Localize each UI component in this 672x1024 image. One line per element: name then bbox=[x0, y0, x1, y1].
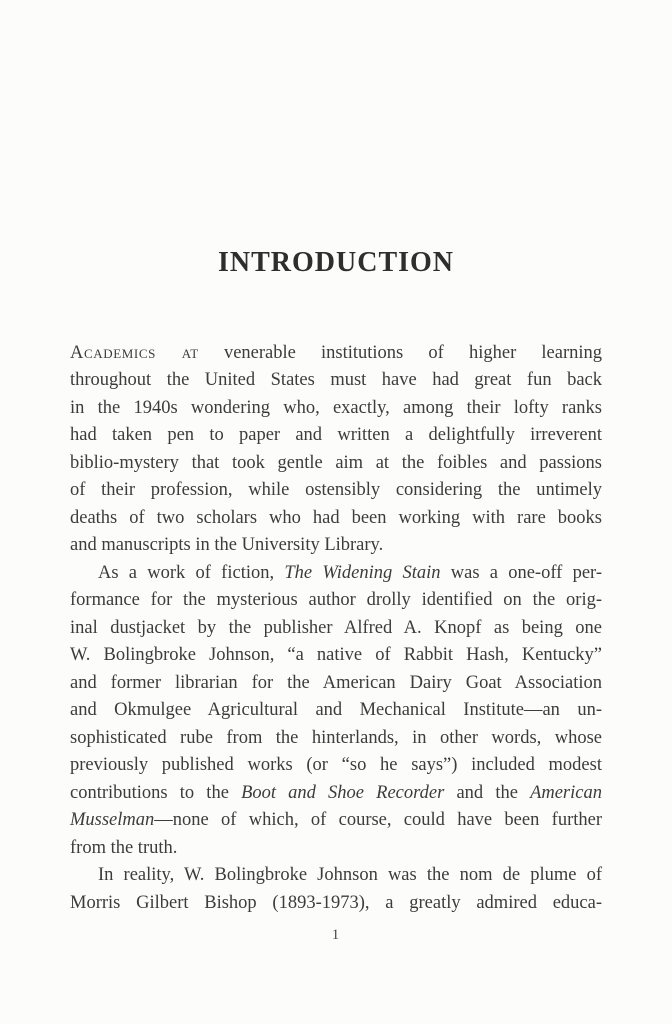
body-line bbox=[70, 725, 602, 753]
text-segment: and former librarian for the American Dairy Goat Association bbox=[70, 672, 602, 693]
body-line bbox=[70, 697, 602, 725]
text-segment: sophisticated rube from the hinterlands, in other words, whose bbox=[70, 727, 602, 748]
body-line bbox=[70, 477, 602, 505]
body-line bbox=[70, 615, 602, 643]
body-line bbox=[70, 890, 602, 918]
body-line bbox=[70, 560, 602, 588]
text-segment: and manuscripts in the University Library. bbox=[70, 535, 384, 556]
text-segment: of their profession, while ostensibly considering the untimely bbox=[70, 480, 602, 501]
text-segment: Morris Gilbert Bishop (1893-1973), a greatly admired educa- bbox=[70, 892, 602, 913]
text-segment: As a work of fiction, bbox=[98, 562, 285, 583]
page-number: 1 bbox=[331, 927, 341, 943]
page-footer bbox=[0, 926, 672, 944]
body-line bbox=[70, 752, 602, 780]
text-segment: deaths of two scholars who had been working with rare books bbox=[70, 507, 602, 528]
body-line bbox=[70, 642, 602, 670]
text-segment: biblio-mystery that took gentle aim at the foibles and passions bbox=[70, 452, 602, 473]
text-segment: American bbox=[530, 782, 602, 803]
body-line bbox=[70, 835, 602, 863]
body-line bbox=[70, 532, 602, 560]
text-segment: W. Bolingbroke Johnson, “a native of Rabbit Hash, Kentucky” bbox=[70, 645, 602, 666]
text-segment: from the truth. bbox=[70, 837, 178, 858]
text-segment: Musselman bbox=[70, 810, 155, 831]
text-segment: and the bbox=[444, 782, 531, 803]
text-segment: in the 1940s wondering who, exactly, among their lofty ranks bbox=[70, 397, 602, 418]
text-segment: contributions to the bbox=[70, 782, 242, 803]
body-text bbox=[70, 340, 602, 918]
body-line bbox=[70, 450, 602, 478]
paragraph bbox=[70, 560, 602, 863]
text-segment: Boot and Shoe Recorder bbox=[241, 782, 445, 803]
body-line bbox=[70, 862, 602, 890]
body-line bbox=[70, 340, 602, 368]
body-line bbox=[70, 587, 602, 615]
chapter-title: INTRODUCTION bbox=[217, 247, 455, 278]
body-line bbox=[70, 505, 602, 533]
text-segment: —none of which, of course, could have been further bbox=[154, 810, 602, 831]
text-segment: venerable institutions of higher learning bbox=[198, 342, 602, 363]
text-segment: The Widening Stain bbox=[284, 562, 441, 583]
body-line bbox=[70, 422, 602, 450]
body-line bbox=[70, 670, 602, 698]
text-segment: and Okmulgee Agricultural and Mechanical Institute—an un- bbox=[70, 700, 602, 721]
text-segment: throughout the United States must have had great fun back bbox=[70, 370, 602, 391]
body-line bbox=[70, 807, 602, 835]
text-segment: inal dustjacket by the publisher Alfred A. Knopf as being one bbox=[70, 617, 602, 638]
text-segment: previously published works (or “so he says”) included modest bbox=[70, 755, 602, 776]
text-segment: was a one-off per- bbox=[440, 562, 602, 583]
text-segment: Academics at bbox=[70, 342, 199, 363]
body-line bbox=[70, 780, 602, 808]
text-segment: formance for the mysterious author drolly identified on the orig- bbox=[70, 590, 602, 611]
text-segment: had taken pen to paper and written a delightfully irreverent bbox=[70, 425, 602, 446]
paragraph bbox=[70, 340, 602, 560]
body-line bbox=[70, 395, 602, 423]
body-line bbox=[70, 367, 602, 395]
paragraph bbox=[70, 862, 602, 917]
text-segment: In reality, W. Bolingbroke Johnson was the nom de plume of bbox=[98, 865, 602, 886]
